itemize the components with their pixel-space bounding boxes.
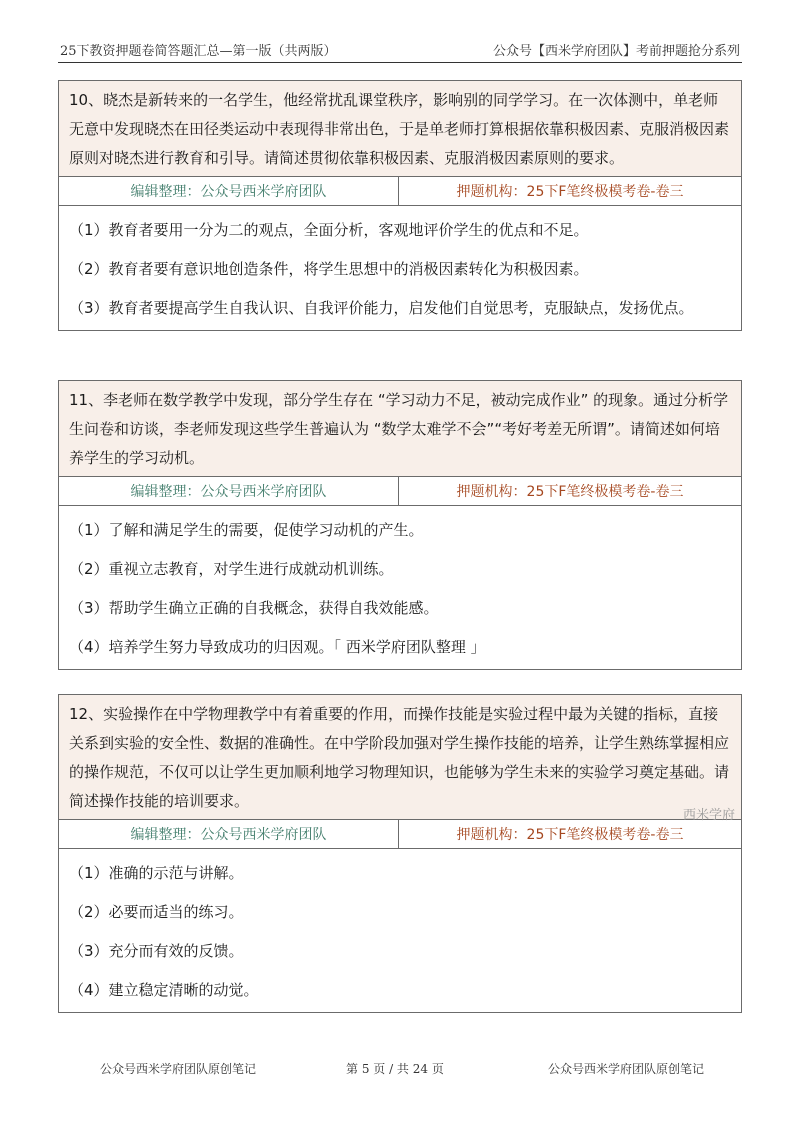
answer-item: （2）重视立志教育，对学生进行成就动机训练。 bbox=[69, 560, 394, 578]
answer-item: （3）充分而有效的反馈。 bbox=[69, 942, 244, 960]
answer-item: （1）教育者要用一分为二的观点，全面分析，客观地评价学生的优点和不足。 bbox=[69, 221, 589, 239]
header-right-title: 公众号【西米学府团队】考前押题抢分系列 bbox=[492, 44, 740, 59]
question-box-12 bbox=[58, 694, 742, 1013]
editor-label: 编辑整理：公众号西米学府团队 bbox=[59, 820, 399, 848]
answer-item: （3）教育者要提高学生自我认识、自我评价能力，启发他们自觉思考，克服缺点，发扬优点。 bbox=[69, 299, 694, 317]
header-left-title: 25下教资押题卷简答题汇总—第一版（共两版） bbox=[60, 44, 337, 59]
editor-label: 编辑整理：公众号西米学府团队 bbox=[59, 477, 399, 505]
watermark: 西米学府 bbox=[683, 808, 736, 823]
source-label: 押题机构：25下F笔终极模考卷-卷三 bbox=[456, 827, 684, 843]
page-number: 第 5 页 / 共 24 页 bbox=[346, 1062, 444, 1076]
answer-item: （2）必要而适当的练习。 bbox=[69, 903, 244, 921]
page-footer bbox=[0, 1060, 800, 1080]
page-header bbox=[58, 34, 742, 63]
source-label: 押题机构：25下F笔终极模考卷-卷三 bbox=[456, 184, 684, 200]
question-text: 10、晓杰是新转来的一名学生，他经常扰乱课堂秩序，影响别的同学学习。在一次体测中，单老师无意中发现晓杰在田径类运动中表现得非常出色，于是单老师打算根据依靠积极因素、克服消极因素原则对晓杰进行教育和引导。请简述贯彻依靠积极因素、克服消极因素原则的要求。 bbox=[59, 81, 741, 176]
source-label: 押题机构：25下F笔终极模考卷-卷三 bbox=[456, 484, 684, 500]
answer-item: （3）帮助学生确立正确的自我概念，获得自我效能感。 bbox=[69, 599, 439, 617]
editor-label: 编辑整理：公众号西米学府团队 bbox=[59, 177, 399, 205]
question-box-11 bbox=[58, 380, 742, 670]
answer-item: （1）了解和满足学生的需要，促使学习动机的产生。 bbox=[69, 521, 424, 539]
question-meta-row bbox=[59, 476, 741, 506]
footer-right: 公众号西米学府团队原创笔记 bbox=[548, 1062, 705, 1076]
question-meta-row bbox=[59, 819, 741, 849]
question-box-10 bbox=[58, 80, 742, 331]
question-text: 12、实验操作在中学物理教学中有着重要的作用，而操作技能是实验过程中最为关键的指标，直接关系到实验的安全性、数据的准确性。在中学阶段加强对学生操作技能的培养，让学生熟练掌握相应的操作规范，不仅可以让学生更加顺利地学习物理知识，也能够为学生未来的实验学习奠定基础。请简述操作技能的培训要求。 bbox=[59, 695, 741, 819]
answer-item: （4）培养学生努力导致成功的归因观。「 西米学府团队整理 」 bbox=[69, 638, 486, 656]
answer-list bbox=[59, 206, 741, 330]
question-text: 11、李老师在数学教学中发现，部分学生存在 “学习动力不足，被动完成作业” 的现象。通过分析学生问卷和访谈，李老师发现这些学生普遍认为 “数学太难学不会”“考好考差无所谓”。请简述如何培养学生的学习动机。 bbox=[59, 381, 741, 476]
answer-list bbox=[59, 506, 741, 669]
answer-item: （4）建立稳定清晰的动觉。 bbox=[69, 981, 259, 999]
footer-left: 公众号西米学府团队原创笔记 bbox=[100, 1062, 257, 1076]
answer-item: （2）教育者要有意识地创造条件，将学生思想中的消极因素转化为积极因素。 bbox=[69, 260, 589, 278]
answer-item: （1）准确的示范与讲解。 bbox=[69, 864, 244, 882]
answer-list bbox=[59, 849, 741, 1012]
question-meta-row bbox=[59, 176, 741, 206]
